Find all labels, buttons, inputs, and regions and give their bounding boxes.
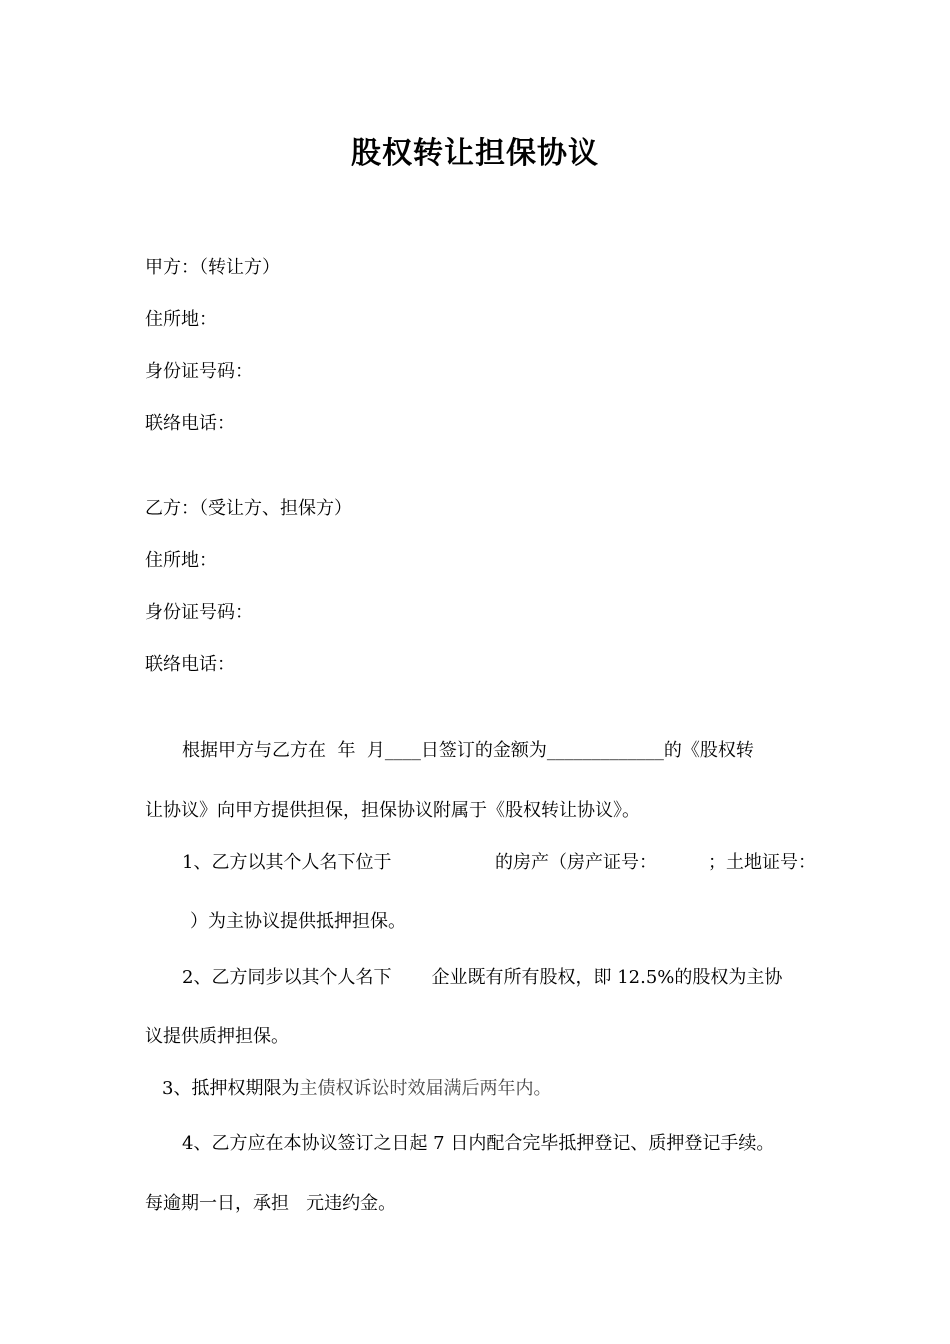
party-b-id-number: 身份证号码： <box>145 602 253 623</box>
clause-3 <box>162 1077 551 1101</box>
clause-1-part-b: 的房产（房产证号： <box>495 852 657 873</box>
clause-3-prefix: 3、抵押权期限为 <box>162 1078 300 1099</box>
clause-2-line-1: 2、乙方同步以其个人名下 企业既有所有股权，即 12.5%的股权为主协 <box>182 967 783 988</box>
party-b-phone: 联络电话： <box>145 654 235 675</box>
clause-1-part-a: 1、乙方以其个人名下位于 <box>182 852 392 873</box>
clause-2-line-2: 议提供质押担保。 <box>145 1026 289 1047</box>
clause-4-line-1: 4、乙方应在本协议签订之日起 7 日内配合完毕抵押登记、质押登记手续。 <box>182 1133 775 1154</box>
preamble-line-2: 让协议》向甲方提供担保，担保协议附属于《股权转让协议》。 <box>145 800 640 821</box>
clause-4-line-2: 每逾期一日，承担 元违约金。 <box>145 1193 397 1214</box>
clause-3-suffix: 主债权诉讼时效届满后两年内。 <box>299 1078 552 1099</box>
clause-1-part-c: ；土地证号： <box>708 852 816 873</box>
party-b-heading: 乙方：（受让方、担保方） <box>145 498 352 519</box>
document-title: 股权转让担保协议 <box>351 136 599 171</box>
party-a-heading: 甲方：（转让方） <box>145 257 280 278</box>
preamble-line-1: 根据甲方与乙方在 年 月____日签订的金额为_____________的《股权转 <box>182 740 754 761</box>
clause-1-line-2: ）为主协议提供抵押担保。 <box>190 911 406 932</box>
party-a-address: 住所地： <box>145 309 217 330</box>
party-a-id-number: 身份证号码： <box>145 361 253 382</box>
party-a-phone: 联络电话： <box>145 413 235 434</box>
party-b-address: 住所地： <box>145 550 217 571</box>
